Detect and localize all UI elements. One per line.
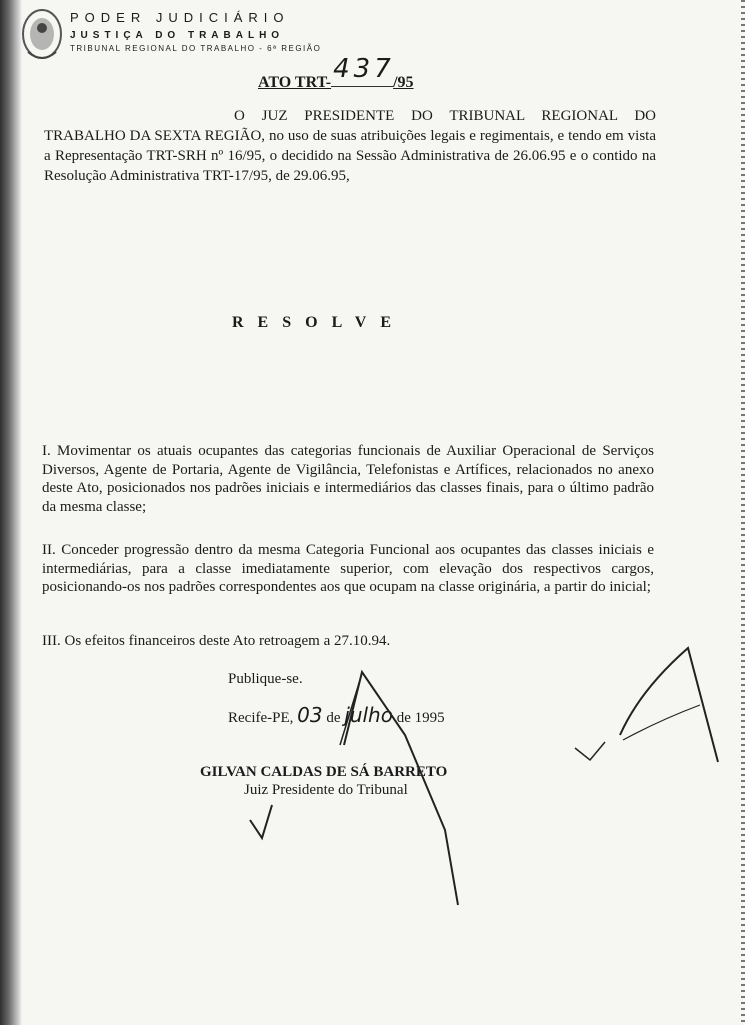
preamble-paragraph: O JUZ PRESIDENTE DO TRIBUNAL REGIONAL DO TRABALHO DA SEXTA REGIÃO, no uso de suas atribuições legais e regimentais, e tendo em vista a Representação TRT-SRH nº 16/95, o decidido na Sessão Administrativa de 26.06.95 e o contido na Resolução Administrativa TRT-17/95, de 29.06.95, bbox=[44, 108, 656, 184]
resolve-heading: RESOLVE bbox=[232, 314, 405, 331]
publish-line: Publique-se. bbox=[228, 671, 303, 687]
signatory-name: GILVAN CALDAS DE SÁ BARRETO bbox=[200, 764, 448, 780]
perforated-edge bbox=[741, 0, 745, 1025]
resolution-item-3: III. Os efeitos financeiros deste Ato retroagem a 27.10.94. bbox=[42, 633, 391, 649]
resolution-item-1: I. Movimentar os atuais ocupantes das categorias funcionais de Auxiliar Operacional de Serviços Diversos, Agente de Portaria, Agente de Vigilância, Telefonistas e Artífices, relacionados no anexo deste Ato, posicionados nos padrões iniciais e intermediários das classes finais, para o último padrão da mesma classe; bbox=[42, 443, 654, 515]
header-institution: PODER JUDICIÁRIO bbox=[70, 10, 290, 25]
date-place: Recife-PE, bbox=[228, 710, 294, 726]
date-line bbox=[228, 703, 445, 727]
date-year: de 1995 bbox=[396, 710, 445, 726]
scan-shadow bbox=[0, 0, 22, 1025]
resolution-item-2: II. Conceder progressão dentro da mesma Categoria Funcional aos ocupantes das classes iniciais e intermediárias, para a classe imediatamente superior, com elevação dos respectivos cargos, posicionando-os nos padrões correspondentes aos que ocupam na classe originária, a partir do inicial; bbox=[42, 542, 654, 595]
date-month: julho bbox=[344, 703, 393, 727]
header-branch: JUSTIÇA DO TRABALHO bbox=[70, 30, 285, 41]
act-prefix: ATO TRT- bbox=[258, 74, 332, 91]
signatory-title: Juiz Presidente do Tribunal bbox=[244, 782, 408, 798]
date-day: 03 bbox=[297, 703, 323, 727]
date-de: de bbox=[326, 710, 341, 726]
act-suffix: /95 bbox=[393, 74, 414, 91]
act-number bbox=[258, 54, 414, 92]
header-court: TRIBUNAL REGIONAL DO TRABALHO - 6ª REGIÃO bbox=[70, 44, 322, 53]
act-handwritten-number bbox=[331, 54, 395, 87]
act-number-value: 437 bbox=[333, 54, 395, 84]
coat-of-arms-seal-icon bbox=[18, 4, 66, 66]
